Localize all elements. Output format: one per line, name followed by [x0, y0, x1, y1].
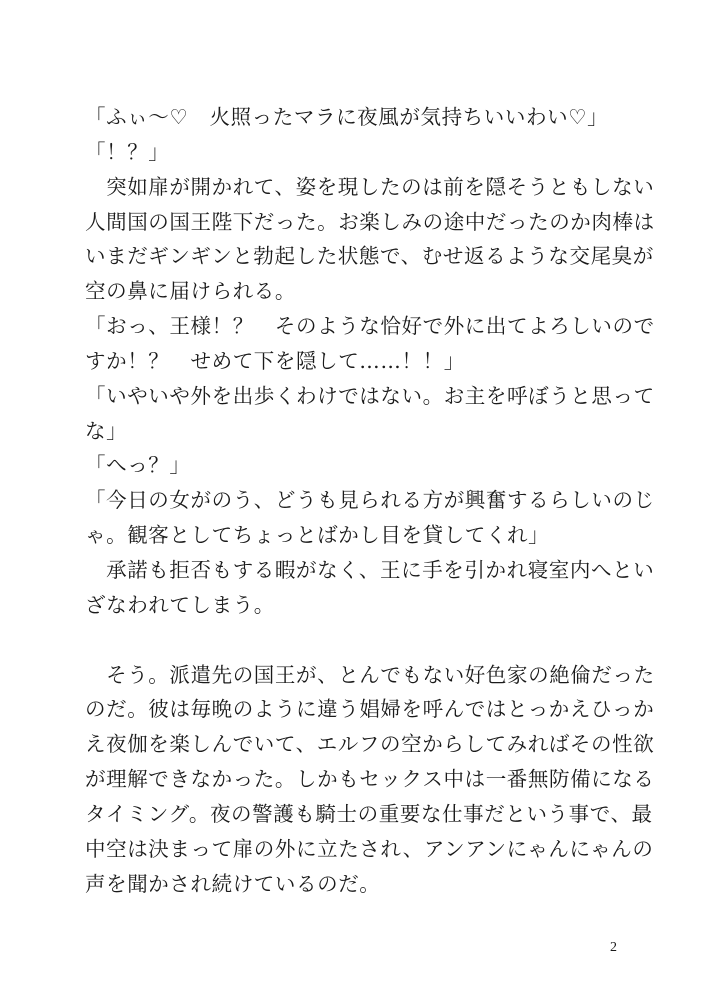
text-line: 「おっ、王様！？ そのような恰好で外に出てよろしいので	[85, 314, 655, 339]
text-line: な」	[85, 418, 128, 443]
text-line: 「いやいや外を出歩くわけではない。お主を呼ぼうと思って	[85, 383, 655, 408]
text-line: え夜伽を楽しんでいて、エルフの空からしてみればその性欲	[85, 732, 655, 757]
text-line: いまだギンギンと勃起した状態で、むせ返るような交尾臭が	[85, 244, 654, 269]
text-line: ざなわれてしまう。	[85, 592, 275, 617]
text-line: 声を聞かされ続けているのだ。	[85, 871, 381, 896]
text-line: すか！？ せめて下を隠して……！！」	[85, 348, 465, 373]
text-line: 「ふぃ〜♡ 火照ったマラに夜風が気持ちいいわい♡」	[85, 105, 609, 129]
text-line: 突如扉が開かれて、姿を現したのは前を隠そうともしない	[85, 174, 655, 199]
text-line: ゃ。観客としてちょっとばかし目を貸してくれ」	[85, 523, 550, 548]
text-line: のだ。彼は毎晩のように違う娼婦を呼んではとっかえひっか	[85, 697, 655, 722]
text-line: が理解できなかった。しかもセックス中は一番無防備になる	[85, 767, 655, 792]
text-line: 「へっ？」	[85, 453, 191, 478]
text-line: 承諾も拒否もする暇がなく、王に手を引かれ寝室内へとい	[85, 557, 655, 582]
text-line: 「！？」	[85, 139, 170, 164]
text-line: 空の鼻に届けられる。	[85, 279, 296, 304]
text-line: 人間国の国王陛下だった。お楽しみの途中だったのか肉棒は	[85, 209, 655, 234]
text-line: タイミング。夜の警護も騎士の重要な仕事だという事で、最	[85, 801, 653, 826]
paragraph-break	[85, 623, 645, 658]
text-line: 中空は決まって扉の外に立たされ、アンアンにゃんにゃんの	[85, 836, 654, 861]
body-text	[85, 100, 655, 901]
text-line: 「今日の女がのう、どうも見られる方が興奮するらしいのじ	[85, 488, 655, 513]
text-line: そう。派遣先の国王が、とんでもない好色家の絶倫だった	[85, 662, 655, 687]
page-number: 2	[610, 940, 617, 955]
